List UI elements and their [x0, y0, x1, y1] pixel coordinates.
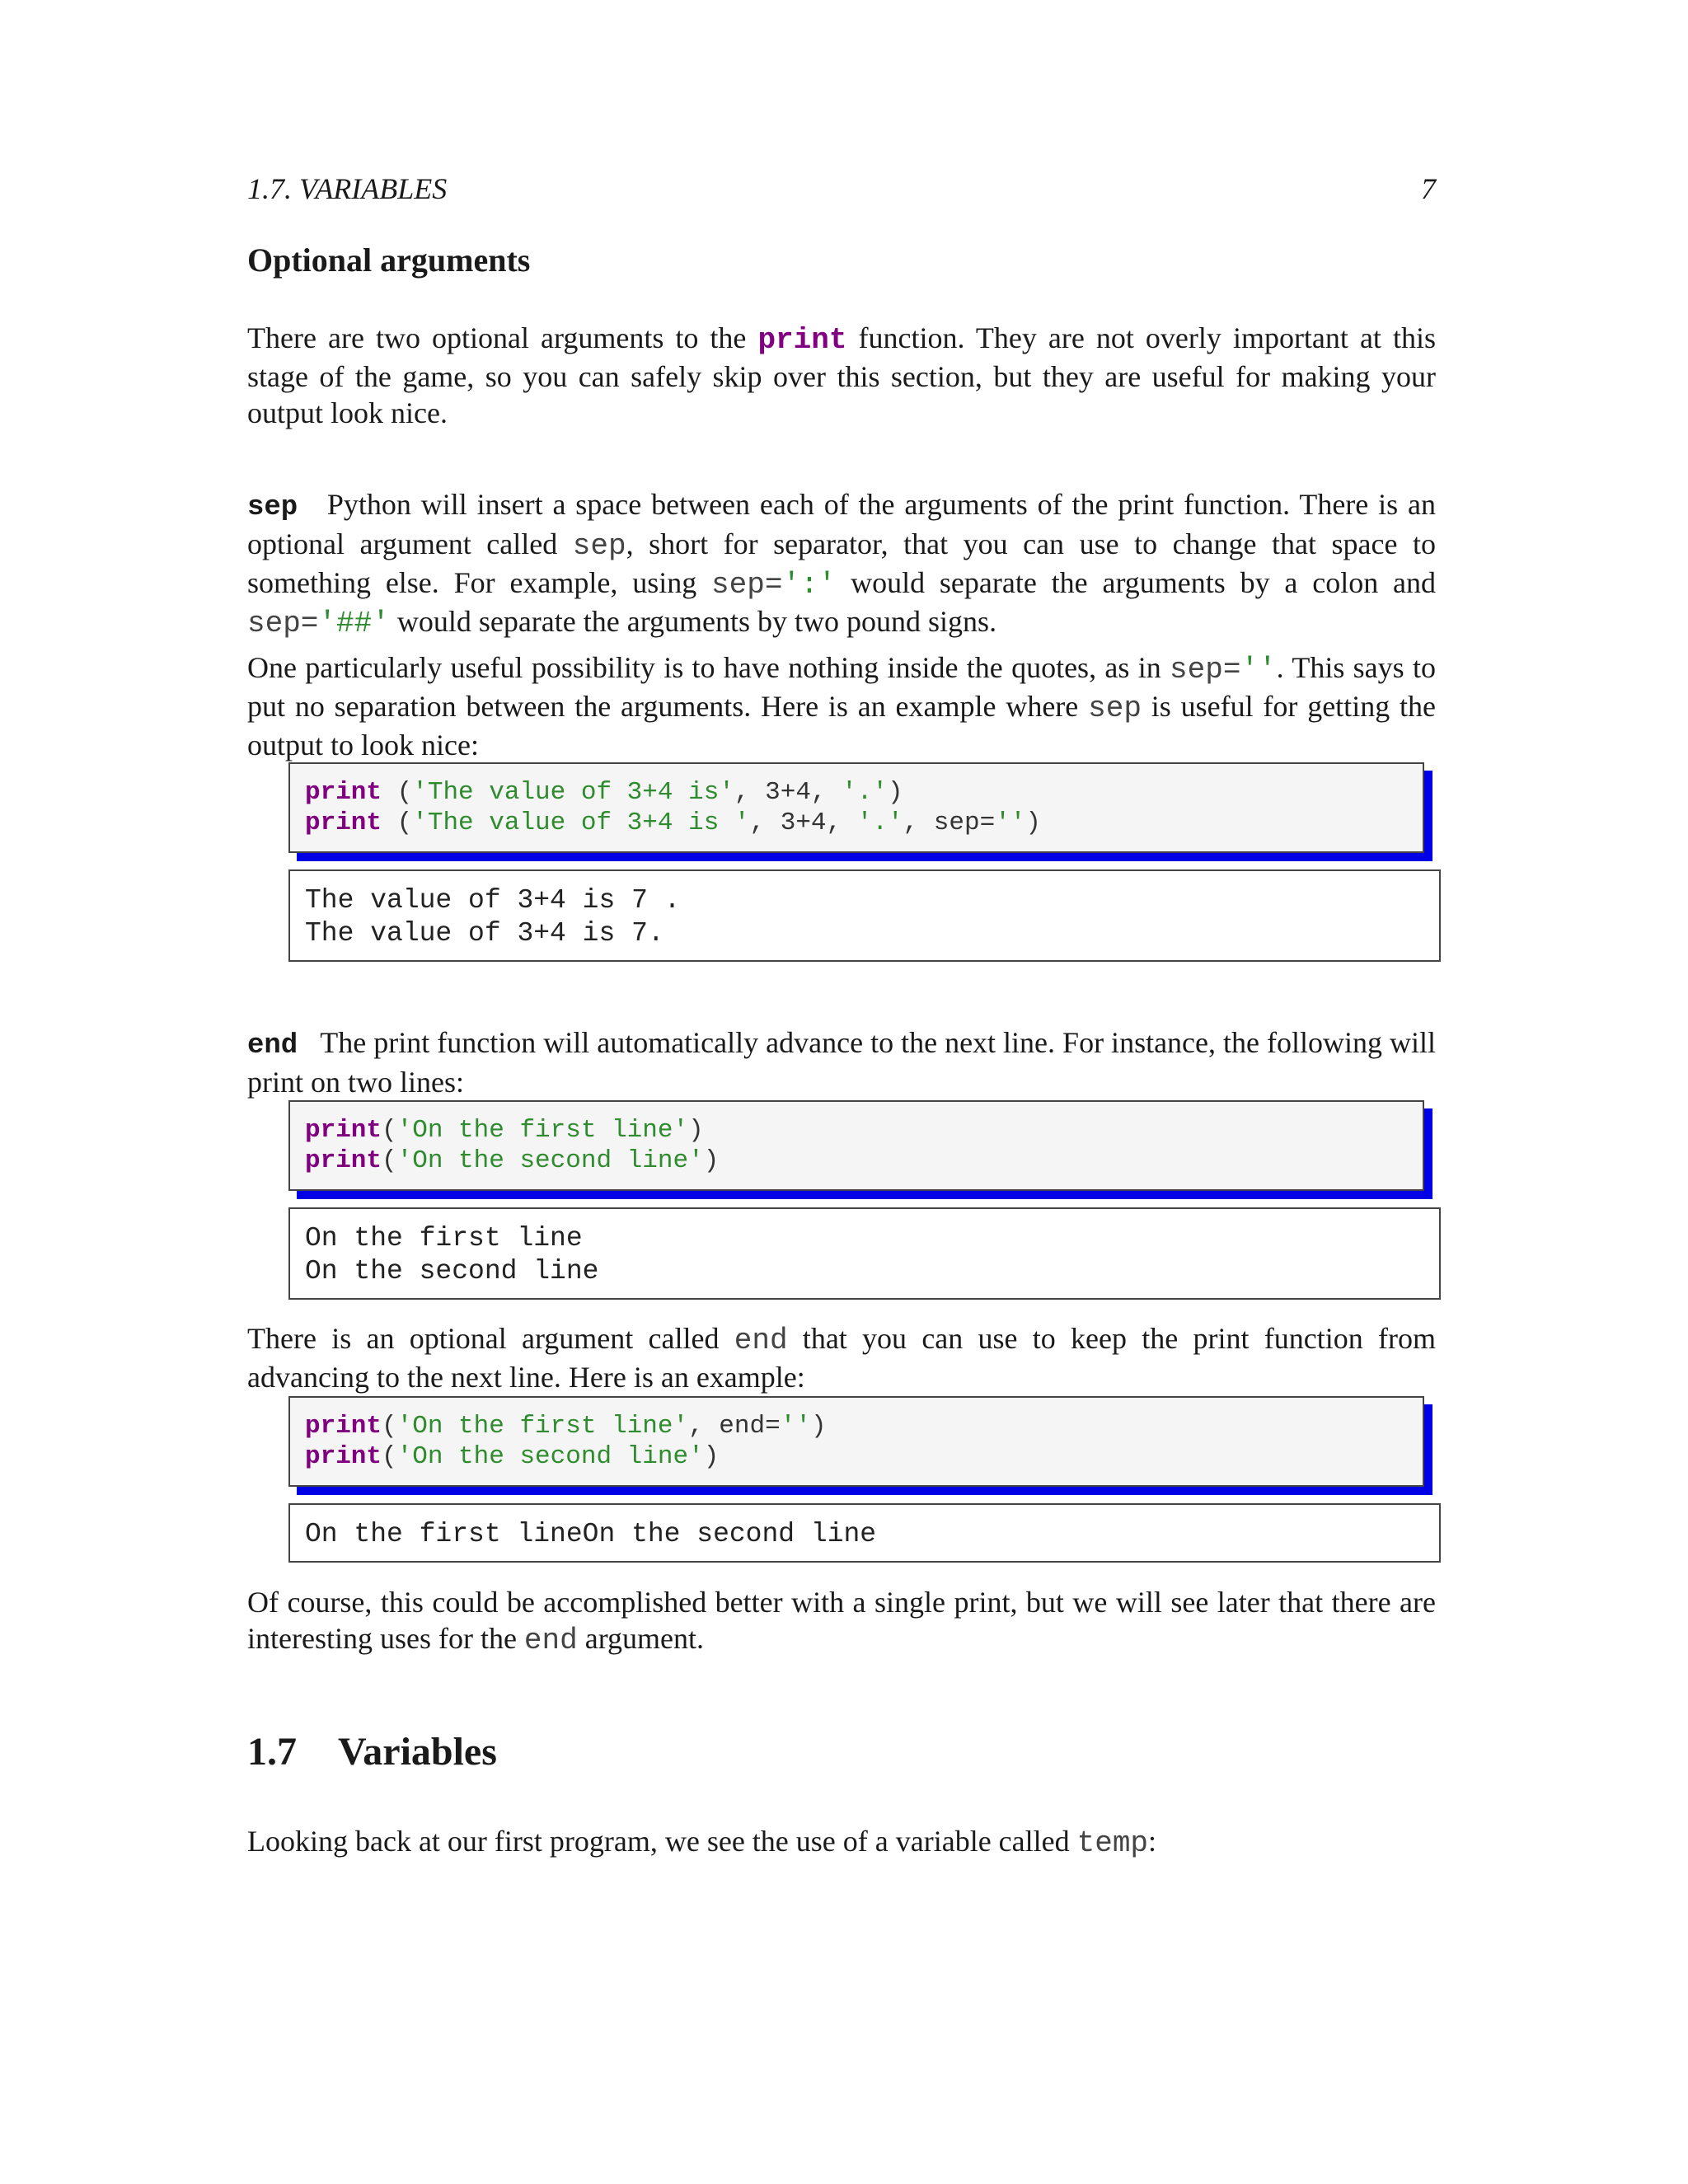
- output-line: The value of 3+4 is 7 .: [305, 885, 681, 916]
- end-keyword: end: [247, 1030, 298, 1062]
- inline-code-print: print: [757, 323, 847, 357]
- sep-paragraph: sep Python will insert a space between each of the arguments of the print function. There is an optional argument called sep, short for separator, that you can use to change that space to something else. For example, using sep=':' would separate the arguments by a colon and sep='##' would separate the arguments by two pound signs.: [247, 488, 1436, 640]
- output-block-sep: [288, 869, 1441, 962]
- code-line: print('On the second line'): [305, 1442, 720, 1471]
- code-line: print('On the first line'): [305, 1116, 704, 1145]
- section-label: 1.7. VARIABLES: [247, 172, 448, 205]
- output-block-end-2: [288, 1503, 1441, 1563]
- code-line: print ('The value of 3+4 is ', 3+4, '.', sep=''): [305, 808, 1042, 837]
- page-number: 7: [1421, 172, 1436, 205]
- output-line: On the first line: [305, 1223, 583, 1254]
- subsection-heading: Optional arguments: [247, 241, 531, 279]
- sep-keyword: sep: [247, 492, 298, 523]
- output-line: The value of 3+4 is 7.: [305, 918, 664, 949]
- code-block-end-2: [288, 1396, 1424, 1487]
- end-optional-paragraph: There is an optional argument called end that you can use to keep the print function from advancing to the next line. Here is an example:: [247, 1322, 1436, 1394]
- code-block-sep: [288, 762, 1424, 853]
- end-paragraph: end The print function will automatically advance to the next line. For instance, the following will print on two lines:: [247, 1026, 1437, 1099]
- code-line: print('On the second line'): [305, 1146, 720, 1175]
- code-line: print ('The value of 3+4 is', 3+4, '.'): [305, 778, 903, 807]
- output-line: On the second line: [305, 1256, 599, 1286]
- inline-code: sep: [572, 529, 626, 563]
- section-number: 1.7: [247, 1730, 297, 1774]
- output-block-end-1: [288, 1207, 1441, 1300]
- code-block-end-1: [288, 1100, 1424, 1191]
- output-line: On the first lineOn the second line: [305, 1519, 877, 1549]
- end-closing-paragraph: Of course, this could be accomplished better with a single print, but we will see later that there are interesting uses for the end argument.: [247, 1586, 1436, 1657]
- sep-empty-paragraph: One particularly useful possibility is to have nothing inside the quotes, as in sep=''. This says to put no separation between the arguments. Here is an example where sep is useful for getting the output to look nice:: [247, 651, 1436, 762]
- section-heading: [247, 1729, 497, 1774]
- code-line: print('On the first line', end=''): [305, 1412, 827, 1441]
- section-title: Variables: [338, 1730, 497, 1774]
- running-header: [247, 171, 1436, 206]
- variables-paragraph: Looking back at our first program, we see the use of a variable called temp:: [247, 1825, 1157, 1860]
- intro-paragraph: There are two optional arguments to the print function. They are not overly important at this stage of the game, so you can safely skip over this section, but they are useful for making your output look nice.: [247, 321, 1436, 429]
